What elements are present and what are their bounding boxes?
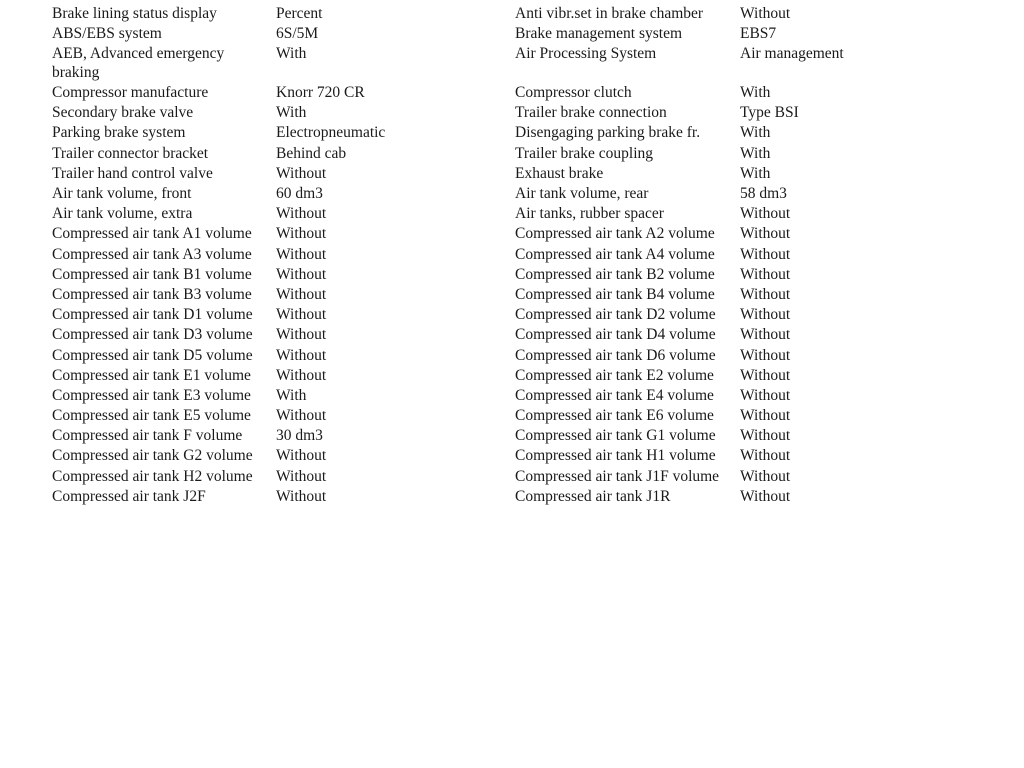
spec-label xyxy=(52,246,276,265)
spec-label xyxy=(52,427,276,446)
spec-value-text: Without xyxy=(276,306,327,324)
spec-label-text: Compressed air tank J1F volume xyxy=(515,467,720,485)
spec-row xyxy=(52,104,992,124)
spec-value xyxy=(740,306,940,325)
spec-value xyxy=(740,5,940,24)
spec-value-text: With xyxy=(276,104,307,122)
spec-value xyxy=(276,25,515,44)
spec-value xyxy=(740,347,940,366)
spec-label xyxy=(52,306,276,325)
spec-label-text: ABS/EBS system xyxy=(52,25,162,43)
spec-label-text: Brake management system xyxy=(515,25,683,43)
spec-row xyxy=(52,427,992,447)
spec-value-text: Electropneumatic xyxy=(276,124,386,142)
spec-value-text: Without xyxy=(276,366,327,384)
spec-label-text: Compressed air tank D4 volume xyxy=(515,326,716,344)
spec-label-text: Compressed air tank B4 volume xyxy=(515,285,715,303)
spec-row xyxy=(52,84,992,104)
spec-label-text: Trailer brake connection xyxy=(515,104,667,122)
spec-label-text: Compressed air tank F volume xyxy=(52,427,243,445)
spec-value-text: Behind cab xyxy=(276,144,347,162)
spec-value-text: Without xyxy=(740,245,791,263)
spec-value-text: Without xyxy=(740,326,791,344)
spec-label-text: AEB, Advanced emergency braking xyxy=(52,45,225,81)
spec-value-text: Without xyxy=(740,265,791,283)
spec-value-text: Without xyxy=(276,326,327,344)
spec-value xyxy=(740,104,940,123)
spec-label-text: Compressed air tank D1 volume xyxy=(52,306,253,324)
spec-value xyxy=(740,407,940,426)
spec-label xyxy=(52,266,276,285)
spec-label xyxy=(52,25,276,44)
spec-value xyxy=(740,45,940,64)
spec-label xyxy=(52,124,276,143)
spec-label xyxy=(515,165,740,184)
spec-value-text: With xyxy=(740,84,771,102)
spec-value xyxy=(740,246,940,265)
spec-row xyxy=(52,185,992,205)
spec-label xyxy=(52,145,276,164)
spec-row xyxy=(52,124,992,144)
spec-value xyxy=(740,266,940,285)
spec-row xyxy=(52,25,992,45)
spec-value-text: Without xyxy=(276,265,327,283)
spec-label-text: Compressed air tank E3 volume xyxy=(52,386,251,404)
spec-row xyxy=(52,286,992,306)
spec-label xyxy=(52,286,276,305)
spec-table xyxy=(52,5,992,508)
spec-row xyxy=(52,468,992,488)
spec-value-text: Without xyxy=(740,386,791,404)
spec-value xyxy=(276,266,515,285)
spec-label xyxy=(515,246,740,265)
spec-label xyxy=(52,447,276,466)
spec-label xyxy=(52,84,276,103)
spec-value xyxy=(740,124,940,143)
spec-value xyxy=(740,488,940,507)
spec-row xyxy=(52,306,992,326)
spec-value-text: Without xyxy=(740,285,791,303)
spec-label xyxy=(52,104,276,123)
spec-label-text: Trailer brake coupling xyxy=(515,144,654,162)
spec-label xyxy=(515,266,740,285)
spec-label-text: Exhaust brake xyxy=(515,164,604,182)
spec-label-text: Compressed air tank A4 volume xyxy=(515,245,715,263)
spec-value-text: With xyxy=(740,164,771,182)
spec-label xyxy=(52,5,276,24)
spec-value xyxy=(276,306,515,325)
spec-label-text: Compressed air tank E6 volume xyxy=(515,407,714,425)
spec-label-text: Disengaging parking brake fr. xyxy=(515,124,701,142)
spec-value-text: Knorr 720 CR xyxy=(276,84,365,102)
spec-row xyxy=(52,145,992,165)
spec-value xyxy=(740,25,940,44)
spec-value xyxy=(740,468,940,487)
spec-label xyxy=(515,407,740,426)
spec-label xyxy=(515,286,740,305)
spec-label xyxy=(515,205,740,224)
spec-value-text: Without xyxy=(740,366,791,384)
spec-label-text: Compressed air tank D6 volume xyxy=(515,346,716,364)
spec-label xyxy=(515,447,740,466)
spec-value-text: Without xyxy=(276,487,327,505)
spec-label-text: Air tank volume, extra xyxy=(52,205,193,223)
spec-label-text: Compressed air tank A2 volume xyxy=(515,225,715,243)
spec-value-text: Without xyxy=(276,164,327,182)
spec-label-text: Compressed air tank D2 volume xyxy=(515,306,716,324)
spec-label-text: Compressed air tank A3 volume xyxy=(52,245,252,263)
spec-label-text: Air tank volume, front xyxy=(52,185,192,202)
spec-value-text: Without xyxy=(276,285,327,303)
spec-value-text: With xyxy=(276,386,307,404)
spec-label xyxy=(52,407,276,426)
spec-value-text: 60 dm3 xyxy=(276,185,323,202)
spec-row xyxy=(52,347,992,367)
spec-label xyxy=(515,45,740,64)
spec-value-text: Without xyxy=(740,427,791,445)
spec-value-text: Without xyxy=(740,487,791,505)
spec-value xyxy=(276,387,515,406)
spec-value xyxy=(276,124,515,143)
spec-label xyxy=(515,225,740,244)
spec-label xyxy=(52,347,276,366)
spec-label xyxy=(515,468,740,487)
spec-row xyxy=(52,165,992,185)
spec-value-text: Without xyxy=(740,5,791,22)
spec-label xyxy=(52,387,276,406)
spec-label xyxy=(515,185,740,204)
spec-value-text: EBS7 xyxy=(740,25,777,43)
spec-row xyxy=(52,246,992,266)
spec-value-text: Without xyxy=(740,447,791,465)
spec-label xyxy=(515,387,740,406)
spec-value-text: With xyxy=(740,124,771,142)
spec-label-text: Compressed air tank H1 volume xyxy=(515,447,716,465)
spec-value xyxy=(276,468,515,487)
spec-value xyxy=(276,427,515,446)
spec-value-text: 30 dm3 xyxy=(276,427,323,445)
spec-value xyxy=(740,387,940,406)
spec-value xyxy=(276,165,515,184)
spec-label-text: Air tank volume, rear xyxy=(515,185,649,202)
spec-value xyxy=(276,145,515,164)
spec-value xyxy=(276,367,515,386)
spec-label-text: Compressed air tank D3 volume xyxy=(52,326,253,344)
spec-value xyxy=(276,205,515,224)
spec-value-text: Without xyxy=(276,467,327,485)
spec-label-text: Secondary brake valve xyxy=(52,104,194,122)
spec-value-text: With xyxy=(276,45,307,63)
spec-label-text: Brake lining status display xyxy=(52,5,217,22)
spec-value-text: Without xyxy=(740,205,791,223)
spec-label xyxy=(52,488,276,507)
spec-value xyxy=(740,286,940,305)
spec-value-text: 58 dm3 xyxy=(740,185,787,202)
spec-value-text: Without xyxy=(740,346,791,364)
spec-value-text: Type BSI xyxy=(740,104,799,122)
spec-label xyxy=(52,165,276,184)
spec-label-text: Air tanks, rubber spacer xyxy=(515,205,664,223)
spec-label xyxy=(515,488,740,507)
spec-value-text: Air management xyxy=(740,45,844,63)
spec-label xyxy=(515,25,740,44)
spec-value xyxy=(740,84,940,103)
spec-value xyxy=(740,427,940,446)
spec-label xyxy=(515,347,740,366)
spec-label xyxy=(52,326,276,345)
spec-row xyxy=(52,45,992,84)
spec-label xyxy=(52,205,276,224)
spec-value xyxy=(276,407,515,426)
spec-label-text: Compressor manufacture xyxy=(52,84,209,102)
spec-value-text: Without xyxy=(276,205,327,223)
spec-row xyxy=(52,367,992,387)
spec-row xyxy=(52,205,992,225)
spec-label-text: Trailer hand control valve xyxy=(52,164,213,182)
spec-value-text: Without xyxy=(740,467,791,485)
spec-row xyxy=(52,225,992,245)
spec-value-text: Percent xyxy=(276,5,323,22)
spec-value xyxy=(276,84,515,103)
spec-value-text: With xyxy=(740,144,771,162)
spec-row xyxy=(52,5,992,25)
spec-label xyxy=(52,185,276,204)
spec-row xyxy=(52,326,992,346)
spec-value xyxy=(276,45,515,64)
spec-label-text: Compressed air tank E2 volume xyxy=(515,366,714,384)
spec-value xyxy=(276,326,515,345)
spec-value xyxy=(740,225,940,244)
spec-label-text: Compressed air tank J2F xyxy=(52,487,206,505)
spec-value xyxy=(740,185,940,204)
spec-row xyxy=(52,407,992,427)
spec-label-text: Compressed air tank D5 volume xyxy=(52,346,253,364)
spec-label-text: Parking brake system xyxy=(52,124,186,142)
spec-label-text: Compressed air tank E4 volume xyxy=(515,386,714,404)
spec-row xyxy=(52,447,992,467)
spec-value xyxy=(276,104,515,123)
spec-label xyxy=(52,468,276,487)
spec-value xyxy=(276,447,515,466)
spec-value xyxy=(276,488,515,507)
spec-value xyxy=(740,367,940,386)
spec-label-text: Compressed air tank J1R xyxy=(515,487,671,505)
spec-label-text: Compressed air tank G1 volume xyxy=(515,427,716,445)
spec-value xyxy=(740,145,940,164)
spec-label-text: Compressor clutch xyxy=(515,84,632,102)
spec-label xyxy=(515,145,740,164)
spec-label-text: Compressed air tank B3 volume xyxy=(52,285,252,303)
spec-label xyxy=(515,84,740,103)
spec-label-text: Compressed air tank G2 volume xyxy=(52,447,253,465)
spec-value xyxy=(276,185,515,204)
spec-label xyxy=(515,326,740,345)
spec-label-text: Trailer connector bracket xyxy=(52,144,209,162)
spec-value-text: Without xyxy=(276,245,327,263)
spec-label xyxy=(52,225,276,244)
spec-label-text: Compressed air tank H2 volume xyxy=(52,467,253,485)
spec-row xyxy=(52,266,992,286)
spec-value xyxy=(276,246,515,265)
spec-value xyxy=(276,225,515,244)
spec-value xyxy=(276,5,515,24)
spec-label xyxy=(515,367,740,386)
spec-value xyxy=(740,165,940,184)
spec-label xyxy=(515,124,740,143)
spec-label xyxy=(52,45,276,82)
spec-value-text: Without xyxy=(740,407,791,425)
spec-value xyxy=(740,447,940,466)
spec-label-text: Anti vibr.set in brake chamber xyxy=(515,5,704,22)
spec-value-text: Without xyxy=(740,306,791,324)
spec-value-text: Without xyxy=(276,447,327,465)
spec-label-text: Compressed air tank B2 volume xyxy=(515,265,715,283)
spec-label xyxy=(52,367,276,386)
spec-row xyxy=(52,488,992,508)
spec-label-text: Air Processing System xyxy=(515,45,657,63)
spec-value xyxy=(740,326,940,345)
spec-label-text: Compressed air tank E1 volume xyxy=(52,366,251,384)
spec-label-text: Compressed air tank E5 volume xyxy=(52,407,251,425)
spec-value xyxy=(276,347,515,366)
spec-label-text: Compressed air tank B1 volume xyxy=(52,265,252,283)
spec-value xyxy=(276,286,515,305)
spec-value-text: 6S/5M xyxy=(276,25,319,43)
spec-label xyxy=(515,104,740,123)
spec-value-text: Without xyxy=(276,346,327,364)
spec-value-text: Without xyxy=(276,225,327,243)
spec-row xyxy=(52,387,992,407)
spec-label-text: Compressed air tank A1 volume xyxy=(52,225,252,243)
spec-value xyxy=(740,205,940,224)
spec-label xyxy=(515,5,740,24)
spec-label xyxy=(515,306,740,325)
spec-value-text: Without xyxy=(276,407,327,425)
spec-label xyxy=(515,427,740,446)
spec-value-text: Without xyxy=(740,225,791,243)
